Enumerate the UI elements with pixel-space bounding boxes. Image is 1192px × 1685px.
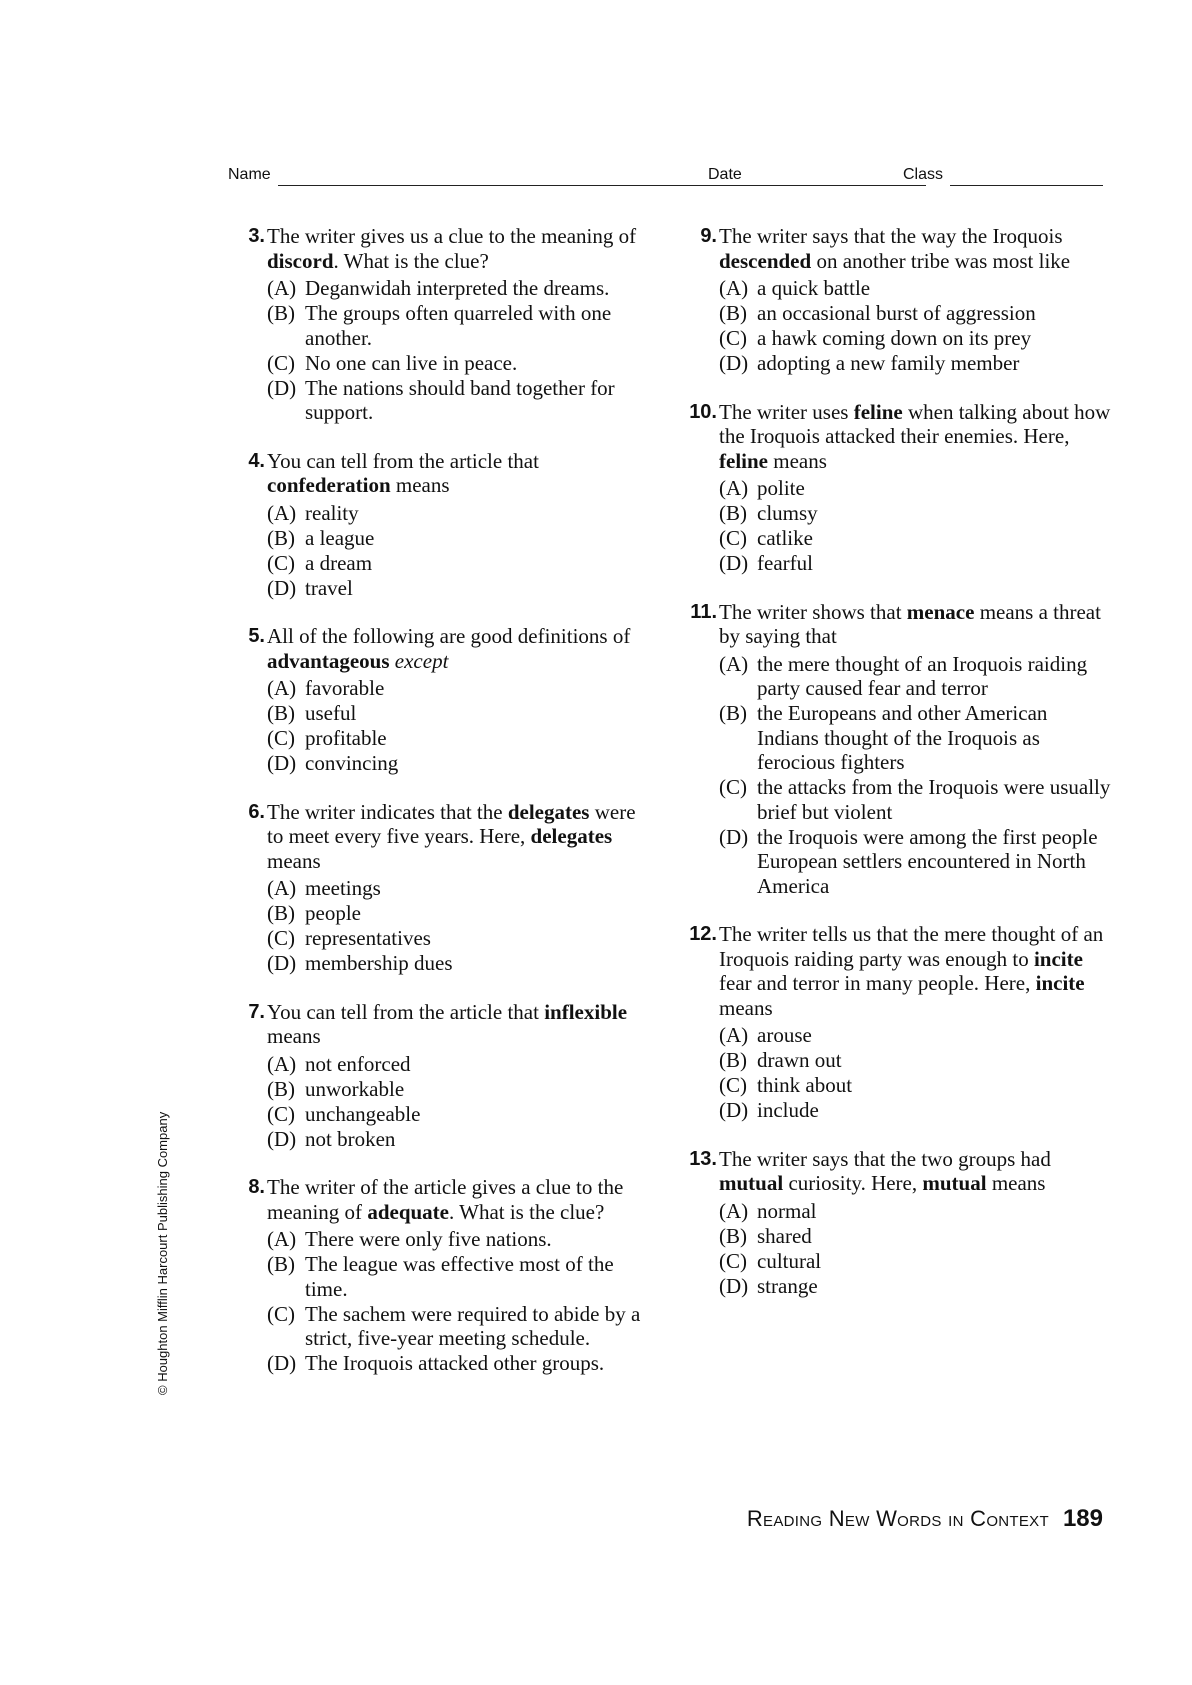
stem-text: on another tribe was most like	[811, 248, 1071, 273]
option-text: The groups often quarreled with one another.	[305, 301, 612, 350]
option-letter: (A)	[719, 276, 749, 300]
stem-text: The writer says that the way the Iroquois	[719, 224, 1063, 248]
answer-option[interactable]	[719, 1249, 1113, 1274]
vocabulary-term: advantageous	[267, 648, 390, 673]
option-letter: (B)	[719, 1048, 747, 1072]
option-text: favorable	[305, 676, 385, 700]
answer-option[interactable]	[267, 1227, 653, 1252]
question-number: 5.	[248, 625, 265, 647]
answer-option[interactable]	[267, 951, 653, 976]
option-text: The sachem were required to abide by a strict, five-year meeting schedule.	[305, 1301, 641, 1350]
option-text: catlike	[757, 526, 813, 550]
right-question-column	[685, 224, 1113, 1322]
option-text: No one can live in peace.	[305, 350, 518, 375]
vocabulary-term: mutual	[719, 1171, 784, 1195]
answer-option[interactable]	[719, 301, 1113, 326]
answer-option[interactable]	[719, 825, 1113, 899]
option-text: adopting a new family member	[757, 351, 1020, 375]
date-field[interactable]	[746, 185, 896, 186]
option-letter: (A)	[267, 500, 297, 525]
answer-options	[267, 1052, 653, 1152]
option-letter: (D)	[267, 575, 297, 600]
question-stem	[719, 224, 1113, 273]
stem-text: means	[767, 448, 827, 473]
option-text: include	[757, 1098, 819, 1122]
answer-option[interactable]	[719, 1048, 1113, 1073]
option-text: polite	[757, 476, 805, 500]
option-letter: (A)	[267, 276, 297, 300]
question-stem	[719, 1147, 1113, 1196]
option-letter: (B)	[719, 301, 747, 325]
vocabulary-term: feline	[719, 448, 768, 473]
stem-text: . What is the clue?	[333, 248, 489, 273]
vocabulary-term: mutual	[922, 1171, 987, 1195]
option-letter: (C)	[267, 550, 295, 575]
option-text: clumsy	[757, 501, 818, 525]
option-letter: (B)	[719, 501, 747, 525]
question-number: 10.	[689, 400, 717, 423]
stem-text: means	[719, 995, 773, 1020]
option-letter: (A)	[719, 1023, 749, 1047]
question-stem	[719, 400, 1113, 474]
option-text: the Europeans and other American Indians thought of the Iroquois as ferocious fighters	[757, 701, 1048, 774]
question-number: 12.	[689, 923, 717, 945]
question-item	[685, 400, 1113, 576]
option-letter: (C)	[267, 926, 295, 950]
answer-option[interactable]	[267, 551, 653, 576]
answer-options	[719, 476, 1113, 576]
date-label: Date	[708, 166, 742, 183]
option-text: cultural	[757, 1248, 822, 1273]
question-stem	[267, 224, 653, 273]
option-text: travel	[305, 575, 353, 600]
option-text: useful	[305, 701, 357, 725]
option-text: membership dues	[305, 951, 453, 975]
option-text: the Iroquois were among the first people European settlers encountered in North America	[757, 824, 1098, 898]
option-letter: (B)	[267, 525, 295, 550]
answer-option[interactable]	[267, 926, 653, 951]
question-item	[685, 600, 1113, 899]
answer-option[interactable]	[719, 276, 1113, 301]
question-stem	[267, 1175, 653, 1224]
answer-option[interactable]	[267, 876, 653, 901]
question-stem	[267, 1000, 653, 1049]
vocabulary-term: delegates	[530, 824, 613, 848]
answer-option[interactable]	[267, 751, 653, 776]
option-text: The Iroquois attacked other groups.	[305, 1351, 605, 1375]
option-letter: (C)	[719, 1073, 747, 1097]
stem-text: The writer gives us a clue to the meaning of	[267, 224, 637, 248]
answer-options	[719, 1199, 1113, 1299]
question-item	[233, 1175, 653, 1376]
stem-text: curiosity. Here,	[783, 1171, 923, 1195]
option-letter: (D)	[267, 751, 297, 775]
answer-option[interactable]	[719, 476, 1113, 501]
question-item	[233, 800, 653, 976]
answer-option[interactable]	[267, 1077, 653, 1102]
answer-option[interactable]	[267, 301, 653, 350]
name-label: Name	[228, 166, 271, 183]
option-text: unchangeable	[305, 1101, 421, 1126]
option-text: an occasional burst of aggression	[757, 301, 1036, 325]
stem-text: The writer tells us that the mere thought of an Iroquois raiding party was enough to	[719, 922, 1104, 971]
option-letter: (C)	[267, 726, 295, 750]
option-text: representatives	[305, 926, 431, 950]
question-number: 11.	[690, 600, 717, 623]
stem-text: means a threat by saying that	[719, 599, 1101, 648]
question-number: 3.	[248, 225, 265, 247]
option-text: a quick battle	[757, 276, 871, 300]
option-text: the attacks from the Iroquois were usually brief but violent	[757, 775, 1111, 824]
answer-option[interactable]	[267, 276, 653, 301]
option-text: people	[305, 901, 361, 925]
vocabulary-term: confederation	[267, 473, 391, 497]
stem-text: means	[267, 1024, 321, 1048]
option-letter: (C)	[719, 775, 747, 799]
answer-option[interactable]	[719, 1098, 1113, 1123]
option-letter: (B)	[267, 1076, 295, 1101]
question-stem	[267, 624, 653, 673]
answer-option[interactable]	[719, 501, 1113, 526]
vocabulary-term: inflexible	[544, 999, 628, 1024]
answer-option[interactable]	[267, 1252, 653, 1301]
stem-text: except	[394, 648, 449, 673]
question-stem	[267, 449, 653, 498]
option-letter: (C)	[267, 1301, 295, 1326]
option-letter: (A)	[719, 651, 749, 676]
question-item	[233, 224, 653, 425]
answer-options	[267, 1227, 653, 1376]
answer-options	[267, 501, 653, 601]
question-number: 13.	[689, 1147, 717, 1170]
option-letter: (B)	[267, 901, 295, 925]
option-letter: (A)	[267, 676, 297, 700]
answer-options	[719, 276, 1113, 376]
option-letter: (D)	[267, 375, 297, 400]
question-item	[233, 449, 653, 601]
answer-option[interactable]	[267, 1351, 653, 1376]
option-letter: (C)	[267, 1101, 295, 1126]
stem-text: You can tell from the article that	[267, 999, 545, 1024]
question-item	[685, 1147, 1113, 1299]
option-text: arouse	[757, 1023, 812, 1047]
answer-option[interactable]	[267, 376, 653, 425]
option-text: drawn out	[757, 1048, 842, 1072]
vocabulary-term: delegates	[507, 799, 590, 824]
answer-option[interactable]	[267, 676, 653, 701]
question-item	[685, 922, 1113, 1123]
question-number: 4.	[248, 449, 265, 472]
option-text: normal	[757, 1198, 817, 1223]
option-letter: (A)	[719, 1198, 749, 1223]
vocabulary-term: discord	[267, 248, 334, 273]
answer-option[interactable]	[719, 526, 1113, 551]
option-text: think about	[757, 1073, 853, 1097]
option-letter: (D)	[719, 824, 749, 849]
stem-text: The writer uses	[719, 399, 854, 424]
option-letter: (B)	[719, 1223, 747, 1248]
vocabulary-term: incite	[1033, 946, 1083, 971]
question-number: 7.	[248, 1000, 265, 1023]
option-text: meetings	[305, 876, 381, 900]
option-letter: (A)	[267, 1227, 297, 1251]
option-letter: (A)	[267, 1051, 297, 1076]
answer-option[interactable]	[719, 1224, 1113, 1249]
vocabulary-term: descended	[719, 248, 812, 273]
left-question-column	[233, 224, 653, 1400]
question-stem	[267, 800, 653, 874]
answer-option[interactable]	[267, 1052, 653, 1077]
option-text: reality	[305, 500, 359, 525]
class-field[interactable]	[950, 185, 1103, 186]
option-text: the mere thought of an Iroquois raiding party caused fear and terror	[757, 651, 1088, 700]
answer-option[interactable]	[719, 775, 1113, 824]
stem-text: means	[267, 848, 321, 873]
option-letter: (C)	[719, 526, 747, 550]
option-text: strange	[757, 1273, 818, 1298]
option-letter: (D)	[267, 1351, 297, 1375]
option-text: shared	[757, 1223, 812, 1248]
option-text: There were only five nations.	[305, 1227, 552, 1251]
publisher-credit: © Houghton Mifflin Harcourt Publishing Company	[155, 1111, 170, 1395]
option-letter: (D)	[719, 551, 749, 575]
answer-option[interactable]	[719, 652, 1113, 701]
answer-option[interactable]	[719, 1199, 1113, 1224]
option-letter: (B)	[719, 701, 747, 725]
question-number: 8.	[248, 1176, 265, 1198]
option-text: convincing	[305, 751, 399, 775]
stem-text: fear and terror in many people. Here,	[719, 971, 1036, 995]
option-letter: (D)	[719, 1273, 749, 1298]
question-item	[233, 624, 653, 776]
option-text: profitable	[305, 726, 387, 750]
stem-text: means	[390, 473, 450, 497]
option-text: Deganwidah interpreted the dreams.	[305, 276, 610, 300]
option-letter: (C)	[719, 1248, 747, 1273]
answer-options	[267, 676, 653, 776]
option-letter: (C)	[267, 350, 295, 375]
vocabulary-term: incite	[1035, 971, 1085, 995]
answer-options	[267, 876, 653, 976]
question-stem	[719, 922, 1113, 1020]
page-number: 189	[1062, 1505, 1103, 1532]
student-info-header	[228, 166, 1103, 194]
vocabulary-term: adequate	[367, 1199, 449, 1224]
stem-text: . What is the clue?	[449, 1199, 605, 1224]
answer-option[interactable]	[267, 701, 653, 726]
option-letter: (C)	[719, 326, 747, 350]
stem-text: All of the following are good definitions of	[267, 624, 631, 648]
option-text: a dream	[305, 550, 373, 575]
option-text: not broken	[305, 1126, 396, 1151]
option-text: a league	[305, 525, 375, 550]
answer-option[interactable]	[267, 1302, 653, 1351]
question-number: 9.	[700, 225, 717, 247]
answer-option[interactable]	[267, 501, 653, 526]
question-item	[233, 1000, 653, 1152]
stem-text: The writer of the article gives a clue to the meaning of	[267, 1175, 624, 1224]
answer-options	[719, 652, 1113, 899]
stem-text: means	[986, 1171, 1046, 1195]
answer-option[interactable]	[719, 551, 1113, 576]
option-text: The nations should band together for support.	[305, 375, 615, 424]
question-stem	[719, 600, 1113, 649]
answer-option[interactable]	[719, 701, 1113, 775]
page-footer	[740, 1505, 1103, 1533]
option-letter: (A)	[719, 476, 749, 500]
answer-option[interactable]	[719, 326, 1113, 351]
answer-option[interactable]	[267, 1127, 653, 1152]
option-text: unworkable	[305, 1076, 405, 1101]
option-letter: (D)	[719, 351, 749, 375]
answer-option[interactable]	[719, 1023, 1113, 1048]
option-text: a hawk coming down on its prey	[757, 326, 1032, 350]
answer-option[interactable]	[267, 351, 653, 376]
stem-text: when talking about how the Iroquois attacked their enemies. Here,	[719, 399, 1111, 448]
question-number: 6.	[248, 800, 265, 823]
answer-option[interactable]	[267, 526, 653, 551]
stem-text: You can tell from the article that	[267, 448, 539, 473]
answer-option[interactable]	[267, 901, 653, 926]
option-letter: (B)	[267, 301, 295, 325]
option-letter: (B)	[267, 1252, 295, 1276]
option-text: The league was effective most of the time.	[305, 1252, 614, 1301]
option-letter: (A)	[267, 876, 297, 900]
option-letter: (D)	[267, 1126, 297, 1151]
vocabulary-term: menace	[906, 599, 975, 624]
class-label: Class	[903, 166, 944, 183]
option-text: fearful	[757, 551, 813, 575]
answer-option[interactable]	[267, 1102, 653, 1127]
answer-option[interactable]	[267, 576, 653, 601]
section-title: Reading New Words in Context	[746, 1506, 1049, 1531]
option-letter: (D)	[267, 951, 297, 975]
answer-option[interactable]	[719, 1073, 1113, 1098]
stem-text: were to meet every five years. Here,	[267, 799, 636, 848]
option-letter: (B)	[267, 701, 295, 725]
question-item	[685, 224, 1113, 376]
stem-text: The writer shows that	[719, 599, 907, 624]
answer-options	[719, 1023, 1113, 1123]
vocabulary-term: feline	[853, 399, 903, 424]
answer-option[interactable]	[267, 726, 653, 751]
option-letter: (D)	[719, 1098, 749, 1122]
option-text: not enforced	[305, 1051, 411, 1076]
stem-text: The writer says that the two groups had	[719, 1146, 1051, 1171]
answer-option[interactable]	[719, 351, 1113, 376]
answer-options	[267, 276, 653, 425]
answer-option[interactable]	[719, 1274, 1113, 1299]
stem-text: The writer indicates that the	[267, 799, 508, 824]
